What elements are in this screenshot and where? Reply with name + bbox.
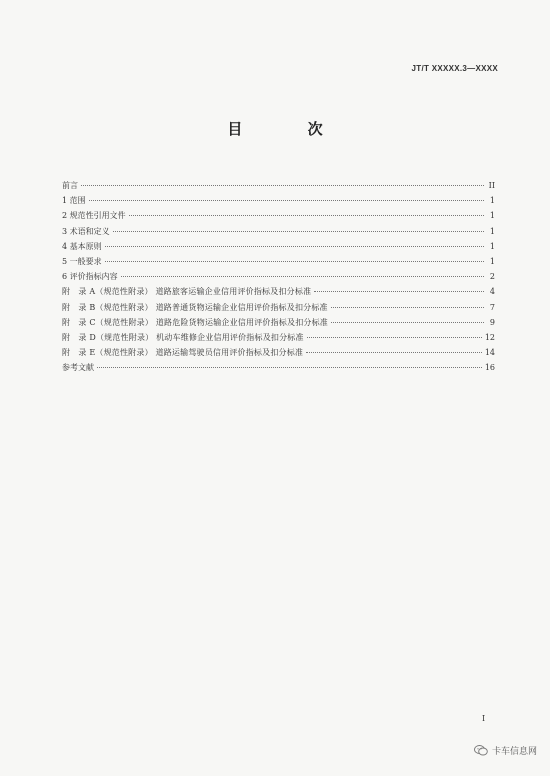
toc-entry-page: 16 — [484, 363, 495, 373]
toc-entry-page: 1 — [489, 256, 495, 266]
toc-leader-dots — [81, 185, 484, 186]
toc-leader-dots — [105, 246, 484, 247]
toc-entry-label: 参考文献 — [62, 363, 94, 373]
toc-leader-dots — [331, 322, 484, 323]
toc-leader-dots — [314, 291, 484, 292]
toc-entry[interactable] — [62, 332, 495, 347]
toc-entry-label: 附 录 D（规范性附录） 机动车维修企业信用评价指标及扣分标准 — [62, 332, 304, 342]
toc-title: 目 次 — [227, 120, 353, 138]
toc-entry-page: 1 — [489, 196, 495, 206]
toc-entry-label: 附 录 E（规范性附录） 道路运输驾驶员信用评价指标及扣分标准 — [62, 348, 304, 358]
toc-leader-dots — [129, 215, 484, 216]
toc-entry-page: 9 — [489, 317, 495, 327]
toc-entry[interactable] — [62, 195, 495, 210]
toc-entry-page: 7 — [489, 302, 495, 312]
toc-entry[interactable] — [62, 302, 495, 317]
toc-entry-label: 1 范围 — [62, 196, 86, 206]
toc-entry-page: 12 — [484, 332, 495, 342]
toc-entry-label: 前言 — [62, 181, 78, 190]
toc-leader-dots — [89, 200, 484, 201]
toc-leader-dots — [331, 307, 484, 308]
toc-entry-label: 5 一般要求 — [62, 256, 102, 266]
toc-leader-dots — [97, 367, 482, 368]
toc-entry-page: 14 — [484, 348, 495, 358]
toc-entry[interactable] — [62, 180, 495, 195]
toc-leader-dots — [306, 352, 482, 353]
toc-entry[interactable] — [62, 271, 495, 286]
toc-entry[interactable] — [62, 286, 495, 301]
watermark — [474, 744, 537, 757]
toc-entry-label: 2 规范性引用文件 — [62, 211, 126, 221]
watermark-text: 卡车信息网 — [492, 747, 538, 757]
toc-entry-label: 3 术语和定义 — [62, 226, 110, 236]
toc-entry-label: 附 录 C（规范性附录） 道路危险货物运输企业信用评价指标及扣分标准 — [62, 317, 329, 327]
toc-entry-page: 2 — [489, 272, 495, 282]
toc-entry-page: II — [488, 181, 495, 190]
toc-entry[interactable] — [62, 347, 495, 362]
toc-entry-label: 6 评价指标内容 — [62, 272, 118, 282]
document-code: JT/T XXXXX.3—XXXX — [411, 64, 498, 73]
wechat-icon — [474, 745, 488, 756]
toc-entry[interactable] — [62, 210, 495, 225]
toc-entry-label: 4 基本原则 — [62, 241, 102, 251]
toc-entry-label: 附 录 B（规范性附录） 道路普通货物运输企业信用评价指标及扣分标准 — [62, 302, 328, 312]
toc-entry-page: 1 — [489, 241, 495, 251]
toc-entry-label: 附 录 A（规范性附录） 道路旅客运输企业信用评价指标及扣分标准 — [62, 287, 312, 297]
toc-entry[interactable] — [62, 241, 495, 256]
toc-entry-page: 1 — [489, 226, 495, 236]
toc-leader-dots — [113, 231, 484, 232]
toc-entry-page: 4 — [489, 287, 495, 297]
toc-entry[interactable] — [62, 256, 495, 271]
toc-leader-dots — [121, 276, 484, 277]
page-number: I — [482, 714, 486, 723]
toc-entry[interactable] — [62, 226, 495, 241]
toc-leader-dots — [307, 337, 482, 338]
toc-leader-dots — [105, 261, 484, 262]
table-of-contents — [62, 180, 495, 377]
toc-entry-page: 1 — [489, 211, 495, 221]
toc-entry[interactable] — [62, 317, 495, 332]
toc-entry[interactable] — [62, 362, 495, 377]
